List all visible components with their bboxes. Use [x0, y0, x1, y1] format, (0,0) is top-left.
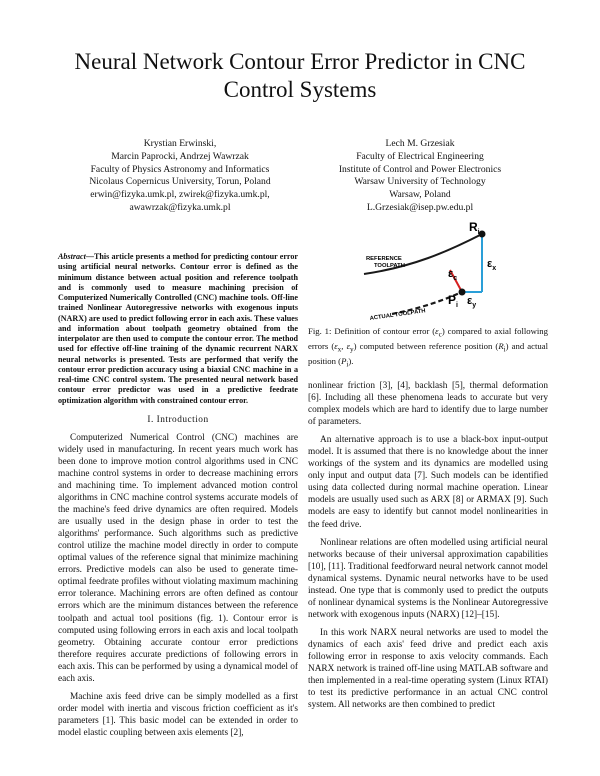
affiliation-line: Warsaw University of Technology: [354, 176, 486, 188]
ref-position-label: $R_i$: [469, 222, 480, 236]
left-column: [58, 252, 298, 745]
ey-label: $\varepsilon_y$: [467, 295, 477, 309]
reference-toolpath-label-line1: REFERENCE: [366, 256, 402, 262]
body-paragraph: Nonlinear relations are often modelled using artificial neural networks because of their universal approximation capabilities [10], [11]. Traditional feedforward neural network cannot model dynamical systems. Dynamic neural networks have to be used instead. One type that is commonly used to predict the outputs of nonlinear dynamical systems is the Nonlinear Autoregressive network with exogenous inputs (NARX) [12]–[15].: [308, 537, 548, 620]
actual-position-label: $P_i$: [448, 293, 458, 309]
contour-error-diagram: [362, 222, 530, 322]
abstract: [58, 252, 298, 406]
actual-toolpath-label: ACTUAL TOOLPATH: [369, 308, 426, 322]
author-block-1: [60, 138, 300, 215]
body-paragraph: nonlinear friction [3], [4], backlash [5], thermal deformation [6]. Including all these phenomena leads to accurate but very complex models which are hard to identify due to large number of parameters.: [308, 381, 548, 428]
body-paragraph: Computerized Numerical Control (CNC) machines are widely used in manufacturing. In recent years much work has been done to improve motion control algorithms used in CNC machine control systems in order to decrease machining errors and machining time. To implement advanced motion control algorithms in CNC machine control systems accurate models of the machine's feed drive dynamics are often required. Models are usually used in the design phase in order to test the algorithms' performance. Such algorithms such as predictive control utilize the machine model directly in order to compute optimal values of the reference signal that minimize machining errors. Predictive models can also be used to generate time-optimal feedrate profiles without violating maximum machining error tolerance. Machining errors are often defined as contour errors which are the minimum distances between the reference toolpath and actual tool positions (fig. 1). Contour error is computed using following errors in each axis and local toolpath geometry. Obtaining accurate contour error predictions therefore requires accurate predictions of following errors in each axis. This can be performed by using a dynamical model of each axis.: [58, 432, 298, 684]
author-names-line: Lech M. Grzesiak: [385, 138, 455, 149]
reference-toolpath-label-line2: TOOLPATH: [374, 263, 405, 269]
right-column: [308, 380, 548, 717]
ec-label: $\varepsilon_c$: [448, 268, 458, 282]
affiliation-line: Nicolaus Copernicus University, Torun, Poland: [89, 176, 271, 188]
actual-position-dot: [459, 289, 466, 296]
body-paragraph: An alternative approach is to use a black-box input-output model. It is assumed that there is no knowledge about the inner workings of the system and its dynamics are modelled using only input and output data [7]. Such models can be identified using data collected during normal machine operation. Linear models are usually used such as ARX [8] or ARMAX [9]. Such models are easy to identify but cannot model nonlinearities in the feed drive.: [308, 435, 548, 530]
body-paragraph: In this work NARX neural networks are used to model the dynamics of each axis' feed drive and predict each axis following error in response to axis velocity commands. Each NARX network is trained off-line using MATLAB software and then implemented in a real-time operating system (Linux RTAI) to test its predictive performance in an actual CNC control system. All networks are then combined to predict: [308, 627, 548, 711]
ex-label: $\varepsilon_x$: [487, 258, 497, 272]
author-names-line: Krystian Erwinski,: [143, 138, 217, 149]
paper-title: Neural Network Contour Error Predictor in CNC Control Systems: [74, 49, 526, 102]
email-line: awawrzak@fizyka.umk.pl: [129, 201, 231, 213]
affiliation-line: Faculty of Electrical Engineering: [356, 150, 484, 162]
author-names-line: Marcin Paprocki, Andrzej Wawrzak: [111, 150, 249, 162]
section-heading-introduction: I. Introduction: [147, 414, 209, 425]
figure-caption: Fig. 1: Definition of contour error $(\varepsilon_c)$ compared to axial following errors ($\varepsilon_x$, $\varepsilon_y$) computed between reference position $(R_i)$ and actual position $(P_i)$.: [308, 326, 548, 369]
body-paragraph: Machine axis feed drive can be simply modelled as a first order model with inertia and viscous friction coefficient as it's parameters [1]. This basic model can be extended in order to model elastic coupling between axis elements [2],: [58, 691, 298, 738]
author-block-2: [300, 138, 540, 215]
abstract-label: Abstract: [58, 252, 86, 261]
affiliation-line: Institute of Control and Power Electronics: [338, 163, 502, 175]
figure-contour-error: [362, 222, 530, 322]
affiliation-line: Faculty of Physics Astronomy and Informatics: [90, 163, 270, 175]
email-line: L.Grzesiak@isep.pw.edu.pl: [366, 201, 474, 213]
email-line: erwin@fizyka.umk.pl, zwirek@fizyka.umk.pl,: [90, 189, 270, 201]
affiliation-line: Warsaw, Poland: [389, 189, 451, 201]
abstract-text: —This article presents a method for predicting contour error using artificial neural networks. Contour error is defined as the minimum distance between actual position and reference toolpath and is commonly used to measure machining precision of Computerized Numerically Controlled (CNC) machine tools. Off-line trained Nonlinear Autoregressive networks with exogenous inputs (NARX) are used to predict following error in each axis. These values and information about toolpath geometry obtained from the interpolator are then used to compute the contour error. The method used for effective off-line training of the dynamic recurrent NARX neural networks is presented. Tests are performed that verify the contour error prediction accuracy using a biaxial CNC machine in a real-time CNC control system. The presented neural network based contour error predictor was used in a predictive feedrate optimization algorithm with constrained contour error.: [58, 252, 298, 405]
